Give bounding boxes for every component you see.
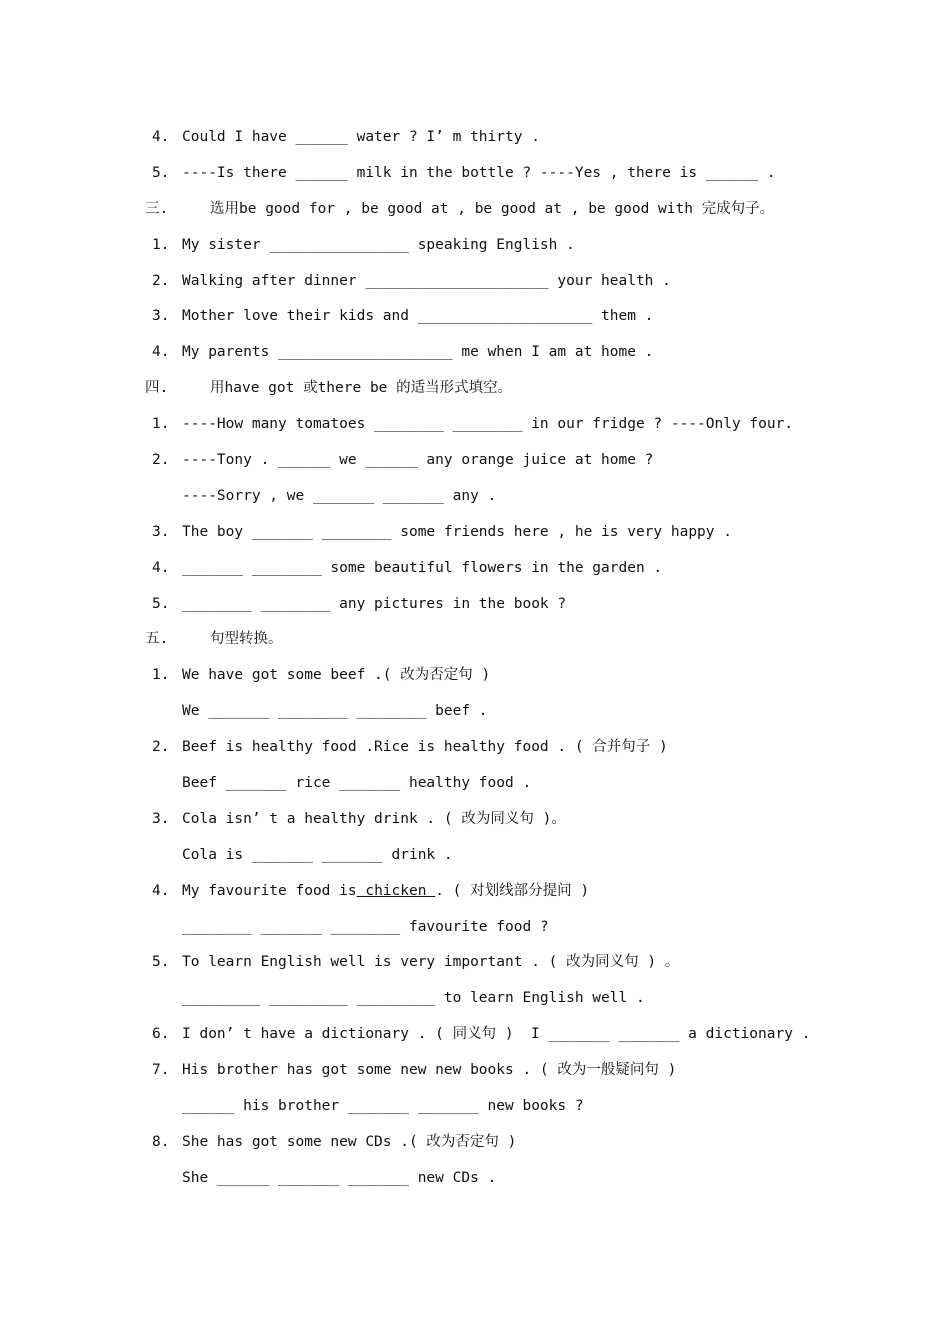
- item-text: Beef is healthy food .Rice is healthy food . ( 合并句子 ): [182, 739, 668, 756]
- item-text: ----Tony . ______ we ______ any orange juice at home ?: [182, 452, 654, 469]
- exercise-line: [0, 1017, 950, 1053]
- item-text: I don’ t have a dictionary . ( 同义句 ) I _______ _______ a dictionary .: [182, 1026, 811, 1043]
- item-text: My sister ________________ speaking English .: [182, 236, 575, 253]
- exercise-continuation: [0, 766, 950, 802]
- item-text: _________ _________ _________ to learn English well .: [182, 990, 645, 1007]
- exercise-line: [0, 335, 950, 371]
- item-text: We _______ ________ ________ beef .: [182, 703, 488, 720]
- exercise-line: [0, 443, 950, 479]
- item-text: His brother has got some new new books . ( 改为一般疑问句 ): [182, 1062, 677, 1079]
- exercise-continuation: [0, 981, 950, 1017]
- item-number: 3.: [152, 523, 170, 540]
- section-heading: [0, 192, 950, 228]
- item-number: 5.: [152, 954, 170, 971]
- item-text: Cola is _______ _______ drink .: [182, 846, 453, 863]
- item-number: 1.: [152, 416, 170, 433]
- exercise-line: [0, 228, 950, 264]
- item-text: My parents ____________________ me when I am at home .: [182, 344, 654, 361]
- section-number: 三.: [145, 200, 169, 217]
- item-number: 1.: [152, 667, 170, 684]
- exercise-line: [0, 264, 950, 300]
- section-number: 四.: [145, 380, 169, 397]
- exercise-line: [0, 945, 950, 981]
- exercise-continuation: [0, 479, 950, 515]
- section-instruction: 用have got 或there be 的适当形式填空。: [210, 380, 513, 397]
- section-instruction: 选用be good for , be good at , be good at , be good with 完成句子。: [210, 200, 775, 217]
- exercise-continuation: [0, 838, 950, 874]
- item-number: 5.: [152, 164, 170, 181]
- exercise-line: [0, 1053, 950, 1089]
- exercise-line: [0, 730, 950, 766]
- item-text: ----Sorry , we _______ _______ any .: [182, 487, 497, 504]
- item-text: ----Is there ______ milk in the bottle ? ----Yes , there is ______ .: [182, 164, 776, 181]
- item-text: ________ ________ any pictures in the book ?: [182, 595, 567, 612]
- exercise-line: [0, 874, 950, 910]
- exercise-continuation: [0, 910, 950, 946]
- exercise-continuation: [0, 694, 950, 730]
- exercise-line: [0, 515, 950, 551]
- item-text: We have got some beef .( 改为否定句 ): [182, 667, 491, 684]
- underlined-word: chicken: [356, 882, 436, 899]
- item-number: 7.: [152, 1062, 170, 1079]
- exercise-line: [0, 120, 950, 156]
- exercise-line: [0, 587, 950, 623]
- item-text: She has got some new CDs .( 改为否定句 ): [182, 1133, 517, 1150]
- item-number: 4.: [152, 344, 170, 361]
- exercise-line: [0, 802, 950, 838]
- item-number: 1.: [152, 236, 170, 253]
- item-text: ________ _______ ________ favourite food ?: [182, 918, 549, 935]
- item-number: 8.: [152, 1133, 170, 1150]
- item-number: 6.: [152, 1026, 170, 1043]
- item-text: Mother love their kids and ____________________ them .: [182, 308, 654, 325]
- exercise-line: [0, 407, 950, 443]
- item-number: 4.: [152, 882, 170, 899]
- section-heading: [0, 371, 950, 407]
- worksheet-page: [0, 120, 950, 1197]
- item-text: She ______ _______ _______ new CDs .: [182, 1169, 497, 1186]
- item-text: Beef _______ rice _______ healthy food .: [182, 775, 532, 792]
- exercise-line: [0, 551, 950, 587]
- section-instruction: 句型转换。: [210, 631, 283, 648]
- item-number: 3.: [152, 810, 170, 827]
- exercise-continuation: [0, 1161, 950, 1197]
- item-number: 4.: [152, 559, 170, 576]
- item-text: Could I have ______ water ? I’ m thirty .: [182, 129, 540, 145]
- exercise-line: [0, 658, 950, 694]
- exercise-line: [0, 299, 950, 335]
- item-text: [182, 874, 589, 910]
- item-text: Cola isn’ t a healthy drink . ( 改为同义句 )。: [182, 810, 566, 827]
- item-text: ----How many tomatoes ________ ________ in our fridge ? ----Only four.: [182, 416, 794, 433]
- item-number: 2.: [152, 739, 170, 756]
- exercise-line: [0, 1125, 950, 1161]
- item-text: The boy _______ ________ some friends here , he is very happy .: [182, 523, 732, 540]
- item-number: 3.: [152, 308, 170, 325]
- item-text: To learn English well is very important . ( 改为同义句 ) 。: [182, 954, 680, 971]
- section-heading: [0, 622, 950, 658]
- item-number: 4.: [152, 129, 170, 145]
- item-text-prefix: My favourite food is: [182, 882, 357, 899]
- item-text: ______ his brother _______ _______ new books ?: [182, 1098, 584, 1115]
- section-number: 五.: [145, 631, 169, 648]
- exercise-continuation: [0, 1089, 950, 1125]
- item-text-suffix: . ( 对划线部分提问 ): [435, 882, 590, 899]
- item-text: _______ ________ some beautiful flowers in the garden .: [182, 559, 663, 576]
- item-number: 2.: [152, 452, 170, 469]
- item-text: Walking after dinner _____________________ your health .: [182, 272, 671, 289]
- item-number: 2.: [152, 272, 170, 289]
- exercise-line: [0, 156, 950, 192]
- item-number: 5.: [152, 595, 170, 612]
